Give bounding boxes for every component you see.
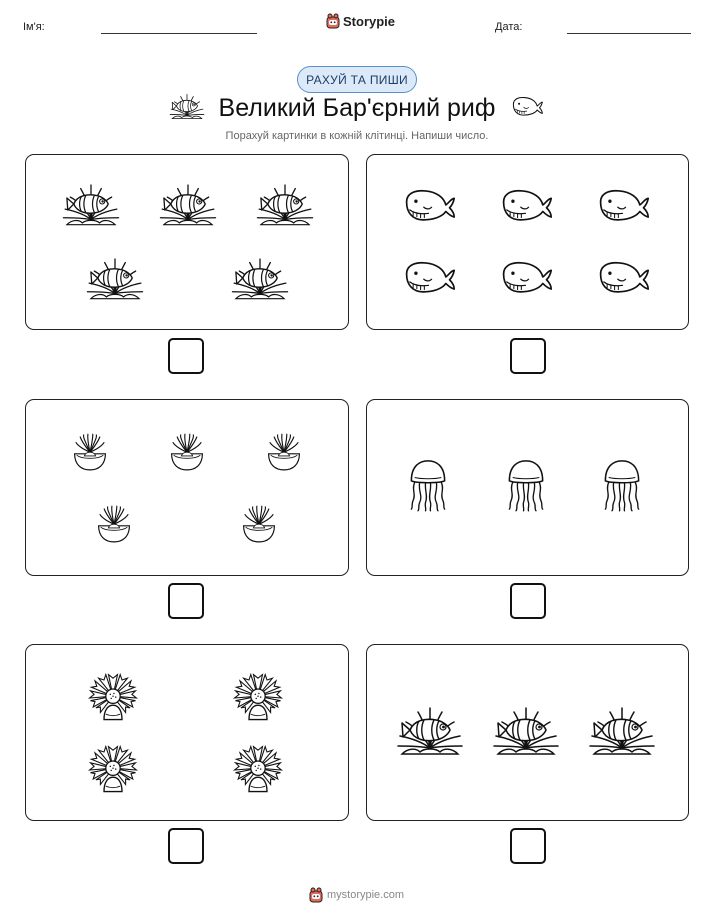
- count-panel-2: [366, 154, 689, 330]
- brand-logo: [326, 13, 395, 29]
- footer-site[interactable]: mystorypie.com: [327, 889, 405, 901]
- count-panel-5: [25, 644, 349, 821]
- answer-box-1[interactable]: [168, 338, 204, 374]
- footer: [309, 887, 404, 903]
- instructions: Порахуй картинки в кожній клітинці. Напиши число.: [225, 130, 489, 142]
- answer-box-6[interactable]: [510, 828, 546, 864]
- answer-box-2[interactable]: [510, 338, 546, 374]
- clownfish-in-anemone-icon: [84, 253, 146, 303]
- whale-icon: [498, 257, 554, 295]
- answer-box-5[interactable]: [168, 828, 204, 864]
- sea-anemone-in-shell-icon: [263, 428, 305, 474]
- clownfish-in-anemone-icon: [586, 701, 658, 759]
- name-label: Ім'я:: [23, 21, 45, 33]
- clownfish-in-anemone-icon: [254, 179, 316, 229]
- count-panel-6: [366, 644, 689, 821]
- storypie-mascot-icon: [326, 13, 340, 29]
- clownfish-in-anemone-icon: [394, 701, 466, 759]
- count-panel-4: [366, 399, 689, 576]
- sea-anemone-in-shell-icon: [166, 428, 208, 474]
- answer-box-4[interactable]: [510, 583, 546, 619]
- jellyfish-icon: [501, 452, 551, 518]
- count-panel-1: [25, 154, 349, 330]
- storypie-mascot-icon: [309, 887, 323, 903]
- whale-icon: [510, 94, 544, 117]
- activity-badge: РАХУЙ ТА ПИШИ: [297, 66, 417, 93]
- whale-icon: [401, 185, 457, 223]
- clownfish-in-anemone-icon: [229, 253, 291, 303]
- clownfish-in-anemone-icon: [490, 701, 562, 759]
- sea-anemone-icon: [231, 671, 285, 725]
- clownfish-in-anemone-icon: [60, 179, 122, 229]
- page-title: Великий Бар'єрний риф: [218, 94, 496, 122]
- whale-icon: [498, 185, 554, 223]
- date-line[interactable]: [567, 33, 691, 34]
- name-line[interactable]: [101, 33, 257, 34]
- sea-anemone-icon: [86, 743, 140, 797]
- sea-anemone-in-shell-icon: [238, 500, 280, 546]
- jellyfish-icon: [597, 452, 647, 518]
- count-panel-3: [25, 399, 349, 576]
- whale-icon: [401, 257, 457, 295]
- whale-icon: [595, 185, 651, 223]
- sea-anemone-in-shell-icon: [93, 500, 135, 546]
- whale-icon: [595, 257, 651, 295]
- brand-name: Storypie: [343, 13, 396, 29]
- answer-box-3[interactable]: [168, 583, 204, 619]
- sea-anemone-icon: [231, 743, 285, 797]
- sea-anemone-icon: [86, 671, 140, 725]
- date-label: Дата:: [495, 21, 523, 33]
- clownfish-in-anemone-icon: [168, 90, 206, 122]
- jellyfish-icon: [403, 452, 453, 518]
- sea-anemone-in-shell-icon: [69, 428, 111, 474]
- clownfish-in-anemone-icon: [157, 179, 219, 229]
